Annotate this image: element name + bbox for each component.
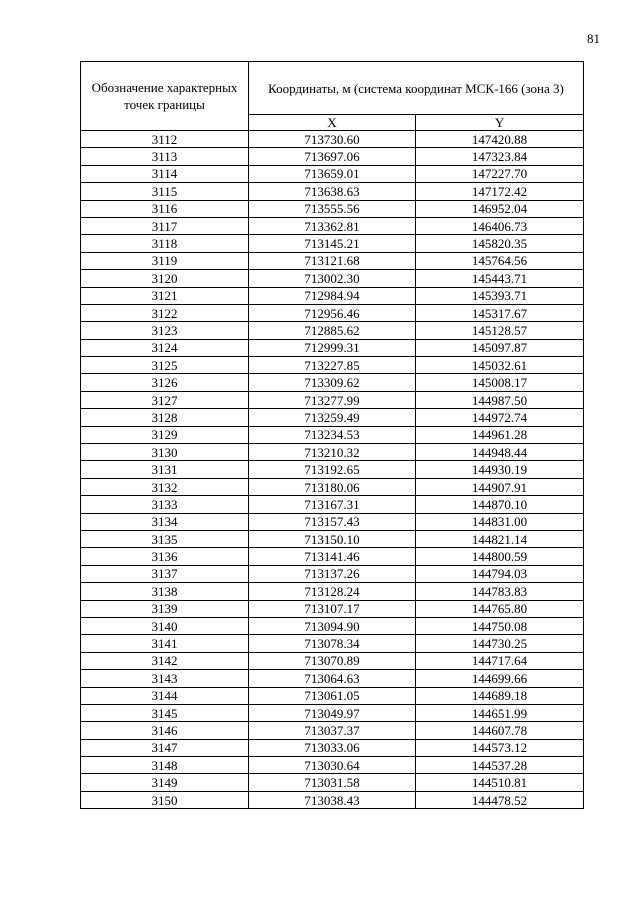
x-coord-cell: 713180.06 (249, 478, 416, 495)
point-id-cell: 3116 (81, 200, 249, 217)
x-coord-cell: 713210.32 (249, 444, 416, 461)
table-row (81, 496, 584, 513)
point-id-cell: 3139 (81, 600, 249, 617)
y-coord-cell: 144972.74 (416, 409, 584, 426)
point-id-cell: 3149 (81, 774, 249, 791)
table-row (81, 426, 584, 443)
y-coord-cell: 144907.91 (416, 478, 584, 495)
x-coord-cell: 713061.05 (249, 687, 416, 704)
table-row (81, 670, 584, 687)
x-coord-cell: 713002.30 (249, 270, 416, 287)
x-coord-cell: 713049.97 (249, 704, 416, 721)
y-coord-cell: 144831.00 (416, 513, 584, 530)
table-row (81, 548, 584, 565)
table-row (81, 687, 584, 704)
y-coord-cell: 144607.78 (416, 722, 584, 739)
y-coord-cell: 144478.52 (416, 791, 584, 808)
point-id-cell: 3136 (81, 548, 249, 565)
table-row (81, 583, 584, 600)
table-row (81, 444, 584, 461)
x-coord-cell: 713277.99 (249, 391, 416, 408)
y-coord-cell: 144800.59 (416, 548, 584, 565)
point-id-cell: 3115 (81, 183, 249, 200)
point-id-cell: 3137 (81, 565, 249, 582)
x-coord-cell: 713094.90 (249, 617, 416, 634)
y-coord-cell: 144717.64 (416, 652, 584, 669)
x-coord-cell: 713037.37 (249, 722, 416, 739)
x-coord-cell: 713167.31 (249, 496, 416, 513)
y-coord-cell: 144689.18 (416, 687, 584, 704)
point-id-cell: 3112 (81, 131, 249, 148)
point-id-cell: 3128 (81, 409, 249, 426)
x-coord-cell: 713137.26 (249, 565, 416, 582)
y-coord-cell: 145128.57 (416, 322, 584, 339)
table-row (81, 478, 584, 495)
x-coord-cell: 713697.06 (249, 148, 416, 165)
table-row (81, 287, 584, 304)
y-coord-cell: 145443.71 (416, 270, 584, 287)
point-id-cell: 3129 (81, 426, 249, 443)
table-row (81, 565, 584, 582)
table-row (81, 339, 584, 356)
point-id-cell: 3138 (81, 583, 249, 600)
x-coord-cell: 712984.94 (249, 287, 416, 304)
table-row (81, 270, 584, 287)
table-row (81, 235, 584, 252)
table-row (81, 374, 584, 391)
point-id-cell: 3150 (81, 791, 249, 808)
header-point-label: Обозначение характерных точек границы (81, 62, 249, 131)
point-id-cell: 3144 (81, 687, 249, 704)
y-coord-cell: 144510.81 (416, 774, 584, 791)
point-id-cell: 3113 (81, 148, 249, 165)
table-row (81, 200, 584, 217)
y-coord-cell: 145393.71 (416, 287, 584, 304)
table-row (81, 757, 584, 774)
y-coord-cell: 145317.67 (416, 304, 584, 321)
table-row (81, 461, 584, 478)
y-coord-cell: 144930.19 (416, 461, 584, 478)
y-coord-cell: 144948.44 (416, 444, 584, 461)
point-id-cell: 3119 (81, 252, 249, 269)
x-coord-cell: 713031.58 (249, 774, 416, 791)
x-coord-cell: 713128.24 (249, 583, 416, 600)
table-row (81, 391, 584, 408)
y-coord-cell: 144783.83 (416, 583, 584, 600)
y-coord-cell: 144870.10 (416, 496, 584, 513)
table-row (81, 722, 584, 739)
x-coord-cell: 712885.62 (249, 322, 416, 339)
point-id-cell: 3148 (81, 757, 249, 774)
y-coord-cell: 144537.28 (416, 757, 584, 774)
x-coord-cell: 713141.46 (249, 548, 416, 565)
point-id-cell: 3117 (81, 217, 249, 234)
point-id-cell: 3121 (81, 287, 249, 304)
y-coord-cell: 144987.50 (416, 391, 584, 408)
coordinates-table (80, 61, 584, 809)
x-coord-cell: 713038.43 (249, 791, 416, 808)
x-coord-cell: 713227.85 (249, 357, 416, 374)
x-coord-cell: 713033.06 (249, 739, 416, 756)
point-id-cell: 3146 (81, 722, 249, 739)
table-row (81, 774, 584, 791)
x-coord-cell: 713107.17 (249, 600, 416, 617)
x-coord-cell: 712999.31 (249, 339, 416, 356)
y-coord-cell: 145032.61 (416, 357, 584, 374)
x-coord-cell: 713192.65 (249, 461, 416, 478)
point-id-cell: 3134 (81, 513, 249, 530)
header-y: Y (416, 115, 584, 131)
y-coord-cell: 145008.17 (416, 374, 584, 391)
table-row (81, 252, 584, 269)
x-coord-cell: 713730.60 (249, 131, 416, 148)
point-id-cell: 3118 (81, 235, 249, 252)
y-coord-cell: 147227.70 (416, 165, 584, 182)
x-coord-cell: 712956.46 (249, 304, 416, 321)
table-row (81, 183, 584, 200)
point-id-cell: 3135 (81, 530, 249, 547)
table-row (81, 322, 584, 339)
page-number: 81 (587, 31, 600, 46)
y-coord-cell: 147172.42 (416, 183, 584, 200)
y-coord-cell: 144821.14 (416, 530, 584, 547)
y-coord-cell: 144651.99 (416, 704, 584, 721)
x-coord-cell: 713234.53 (249, 426, 416, 443)
table-row (81, 652, 584, 669)
table-row (81, 600, 584, 617)
table-row (81, 530, 584, 547)
table-row (81, 739, 584, 756)
point-id-cell: 3127 (81, 391, 249, 408)
x-coord-cell: 713362.81 (249, 217, 416, 234)
point-id-cell: 3141 (81, 635, 249, 652)
point-id-cell: 3142 (81, 652, 249, 669)
table-row (81, 513, 584, 530)
table-body (81, 131, 584, 809)
y-coord-cell: 144961.28 (416, 426, 584, 443)
x-coord-cell: 713121.68 (249, 252, 416, 269)
table-row (81, 304, 584, 321)
y-coord-cell: 146406.73 (416, 217, 584, 234)
point-id-cell: 3130 (81, 444, 249, 461)
point-id-cell: 3140 (81, 617, 249, 634)
table-row (81, 165, 584, 182)
y-coord-cell: 145820.35 (416, 235, 584, 252)
table-row (81, 791, 584, 808)
x-coord-cell: 713555.56 (249, 200, 416, 217)
x-coord-cell: 713070.89 (249, 652, 416, 669)
table-row (81, 409, 584, 426)
x-coord-cell: 713150.10 (249, 530, 416, 547)
point-id-cell: 3147 (81, 739, 249, 756)
header-x: X (249, 115, 416, 131)
table-row (81, 148, 584, 165)
x-coord-cell: 713145.21 (249, 235, 416, 252)
point-id-cell: 3126 (81, 374, 249, 391)
y-coord-cell: 145097.87 (416, 339, 584, 356)
x-coord-cell: 713157.43 (249, 513, 416, 530)
y-coord-cell: 147323.84 (416, 148, 584, 165)
y-coord-cell: 146952.04 (416, 200, 584, 217)
point-id-cell: 3125 (81, 357, 249, 374)
table-row (81, 635, 584, 652)
table-row (81, 617, 584, 634)
header-coords-label: Координаты, м (система координат МСК-166 (зона 3) (249, 62, 584, 115)
point-id-cell: 3122 (81, 304, 249, 321)
point-id-cell: 3124 (81, 339, 249, 356)
point-id-cell: 3120 (81, 270, 249, 287)
x-coord-cell: 713309.62 (249, 374, 416, 391)
y-coord-cell: 144765.80 (416, 600, 584, 617)
y-coord-cell: 144699.66 (416, 670, 584, 687)
table-row (81, 217, 584, 234)
point-id-cell: 3123 (81, 322, 249, 339)
point-id-cell: 3143 (81, 670, 249, 687)
y-coord-cell: 144794.03 (416, 565, 584, 582)
y-coord-cell: 144573.12 (416, 739, 584, 756)
table-row (81, 131, 584, 148)
x-coord-cell: 713064.63 (249, 670, 416, 687)
y-coord-cell: 145764.56 (416, 252, 584, 269)
y-coord-cell: 144730.25 (416, 635, 584, 652)
x-coord-cell: 713638.63 (249, 183, 416, 200)
point-id-cell: 3132 (81, 478, 249, 495)
x-coord-cell: 713030.64 (249, 757, 416, 774)
point-id-cell: 3114 (81, 165, 249, 182)
x-coord-cell: 713259.49 (249, 409, 416, 426)
y-coord-cell: 144750.08 (416, 617, 584, 634)
point-id-cell: 3145 (81, 704, 249, 721)
point-id-cell: 3133 (81, 496, 249, 513)
table-row (81, 357, 584, 374)
table-row (81, 704, 584, 721)
x-coord-cell: 713078.34 (249, 635, 416, 652)
y-coord-cell: 147420.88 (416, 131, 584, 148)
point-id-cell: 3131 (81, 461, 249, 478)
x-coord-cell: 713659.01 (249, 165, 416, 182)
